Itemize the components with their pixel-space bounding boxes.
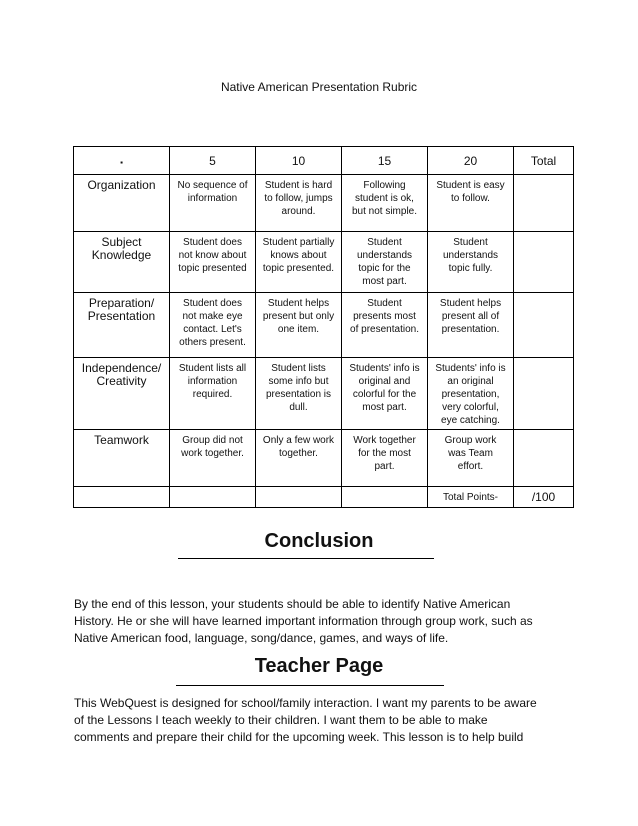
rubric-row-organization: [74, 175, 574, 232]
total-cell: [514, 430, 574, 487]
teacher-page-line: of the Lessons I teach weekly to their children. I want them to be able to make: [74, 713, 488, 727]
conclusion-line: By the end of this lesson, your students should be able to identify Native American: [74, 597, 511, 611]
score-cell-15: Work together for the most part.: [342, 430, 428, 487]
category-cell: Independence/ Creativity: [74, 358, 170, 430]
teacher-page-heading: Teacher Page: [254, 655, 384, 677]
score-cell-20: Group work was Team effort.: [428, 430, 514, 487]
total-cell: [514, 358, 574, 430]
rubric-header-row: [74, 147, 574, 175]
total-cell: [514, 175, 574, 232]
score-cell-15: Following student is ok, but not simple.: [342, 175, 428, 232]
rubric-row-independence-creativity: [74, 358, 574, 430]
score-cell-20: Student is easy to follow.: [428, 175, 514, 232]
score-cell-10: Student lists some info but presentation is dull.: [256, 358, 342, 430]
score-cell-10: Student helps present but only one item.: [256, 293, 342, 358]
score-cell-20: Student helps present all of presentation.: [428, 293, 514, 358]
rubric-title: Native American Presentation Rubric: [220, 80, 418, 94]
rubric-row-subject-knowledge: [74, 232, 574, 293]
empty-cell: [342, 487, 428, 508]
rubric-total-row: [74, 487, 574, 508]
score-cell-10: Only a few work together.: [256, 430, 342, 487]
conclusion-line: Native American food, language, song/dance, games, and ways of life.: [74, 631, 449, 645]
teacher-page-line: This WebQuest is designed for school/family interaction. I want my parents to be aware: [74, 696, 537, 710]
teacher-page-underline: [176, 685, 444, 686]
conclusion-heading: Conclusion: [264, 530, 374, 552]
category-cell: Subject Knowledge: [74, 232, 170, 293]
rubric-row-teamwork: [74, 430, 574, 487]
score-cell-5: Group did not work together.: [170, 430, 256, 487]
score-cell-20: Students' info is an original presentation, very colorful, eye catching.: [428, 358, 514, 430]
score-cell-10: Student partially knows about topic presented.: [256, 232, 342, 293]
header-cell-10: 10: [256, 147, 342, 175]
conclusion-paragraph: [74, 596, 560, 647]
empty-cell: [170, 487, 256, 508]
rubric-row-preparation-presentation: [74, 293, 574, 358]
header-cell-total: Total: [514, 147, 574, 175]
total-cell: [514, 293, 574, 358]
empty-cell: [256, 487, 342, 508]
conclusion-line: History. He or she will have learned important information through group work, such as: [74, 614, 533, 628]
category-cell: Teamwork: [74, 430, 170, 487]
category-cell: Organization: [74, 175, 170, 232]
score-cell-5: Student does not know about topic presented: [170, 232, 256, 293]
category-cell: Preparation/ Presentation: [74, 293, 170, 358]
header-cell-15: 15: [342, 147, 428, 175]
score-cell-20: Student understands topic fully.: [428, 232, 514, 293]
score-cell-5: Student does not make eye contact. Let's others present.: [170, 293, 256, 358]
score-cell-5: Student lists all information required.: [170, 358, 256, 430]
teacher-page-line: comments and prepare their child for the upcoming week. This lesson is to help build: [74, 730, 524, 744]
rubric-table: [73, 146, 574, 508]
score-cell-15: Student presents most of presentation.: [342, 293, 428, 358]
header-cell-20: 20: [428, 147, 514, 175]
total-out-of: /100: [514, 487, 574, 508]
total-cell: [514, 232, 574, 293]
teacher-page-paragraph: [74, 695, 560, 746]
score-cell-15: Student understands topic for the most part.: [342, 232, 428, 293]
header-cell-5: 5: [170, 147, 256, 175]
score-cell-10: Student is hard to follow, jumps around.: [256, 175, 342, 232]
total-points-label: Total Points-: [428, 487, 514, 508]
empty-cell: [74, 487, 170, 508]
score-cell-5: No sequence of information: [170, 175, 256, 232]
header-cell-bullet: ▪: [74, 147, 170, 175]
score-cell-15: Students' info is original and colorful for the most part.: [342, 358, 428, 430]
conclusion-underline: [178, 558, 434, 559]
